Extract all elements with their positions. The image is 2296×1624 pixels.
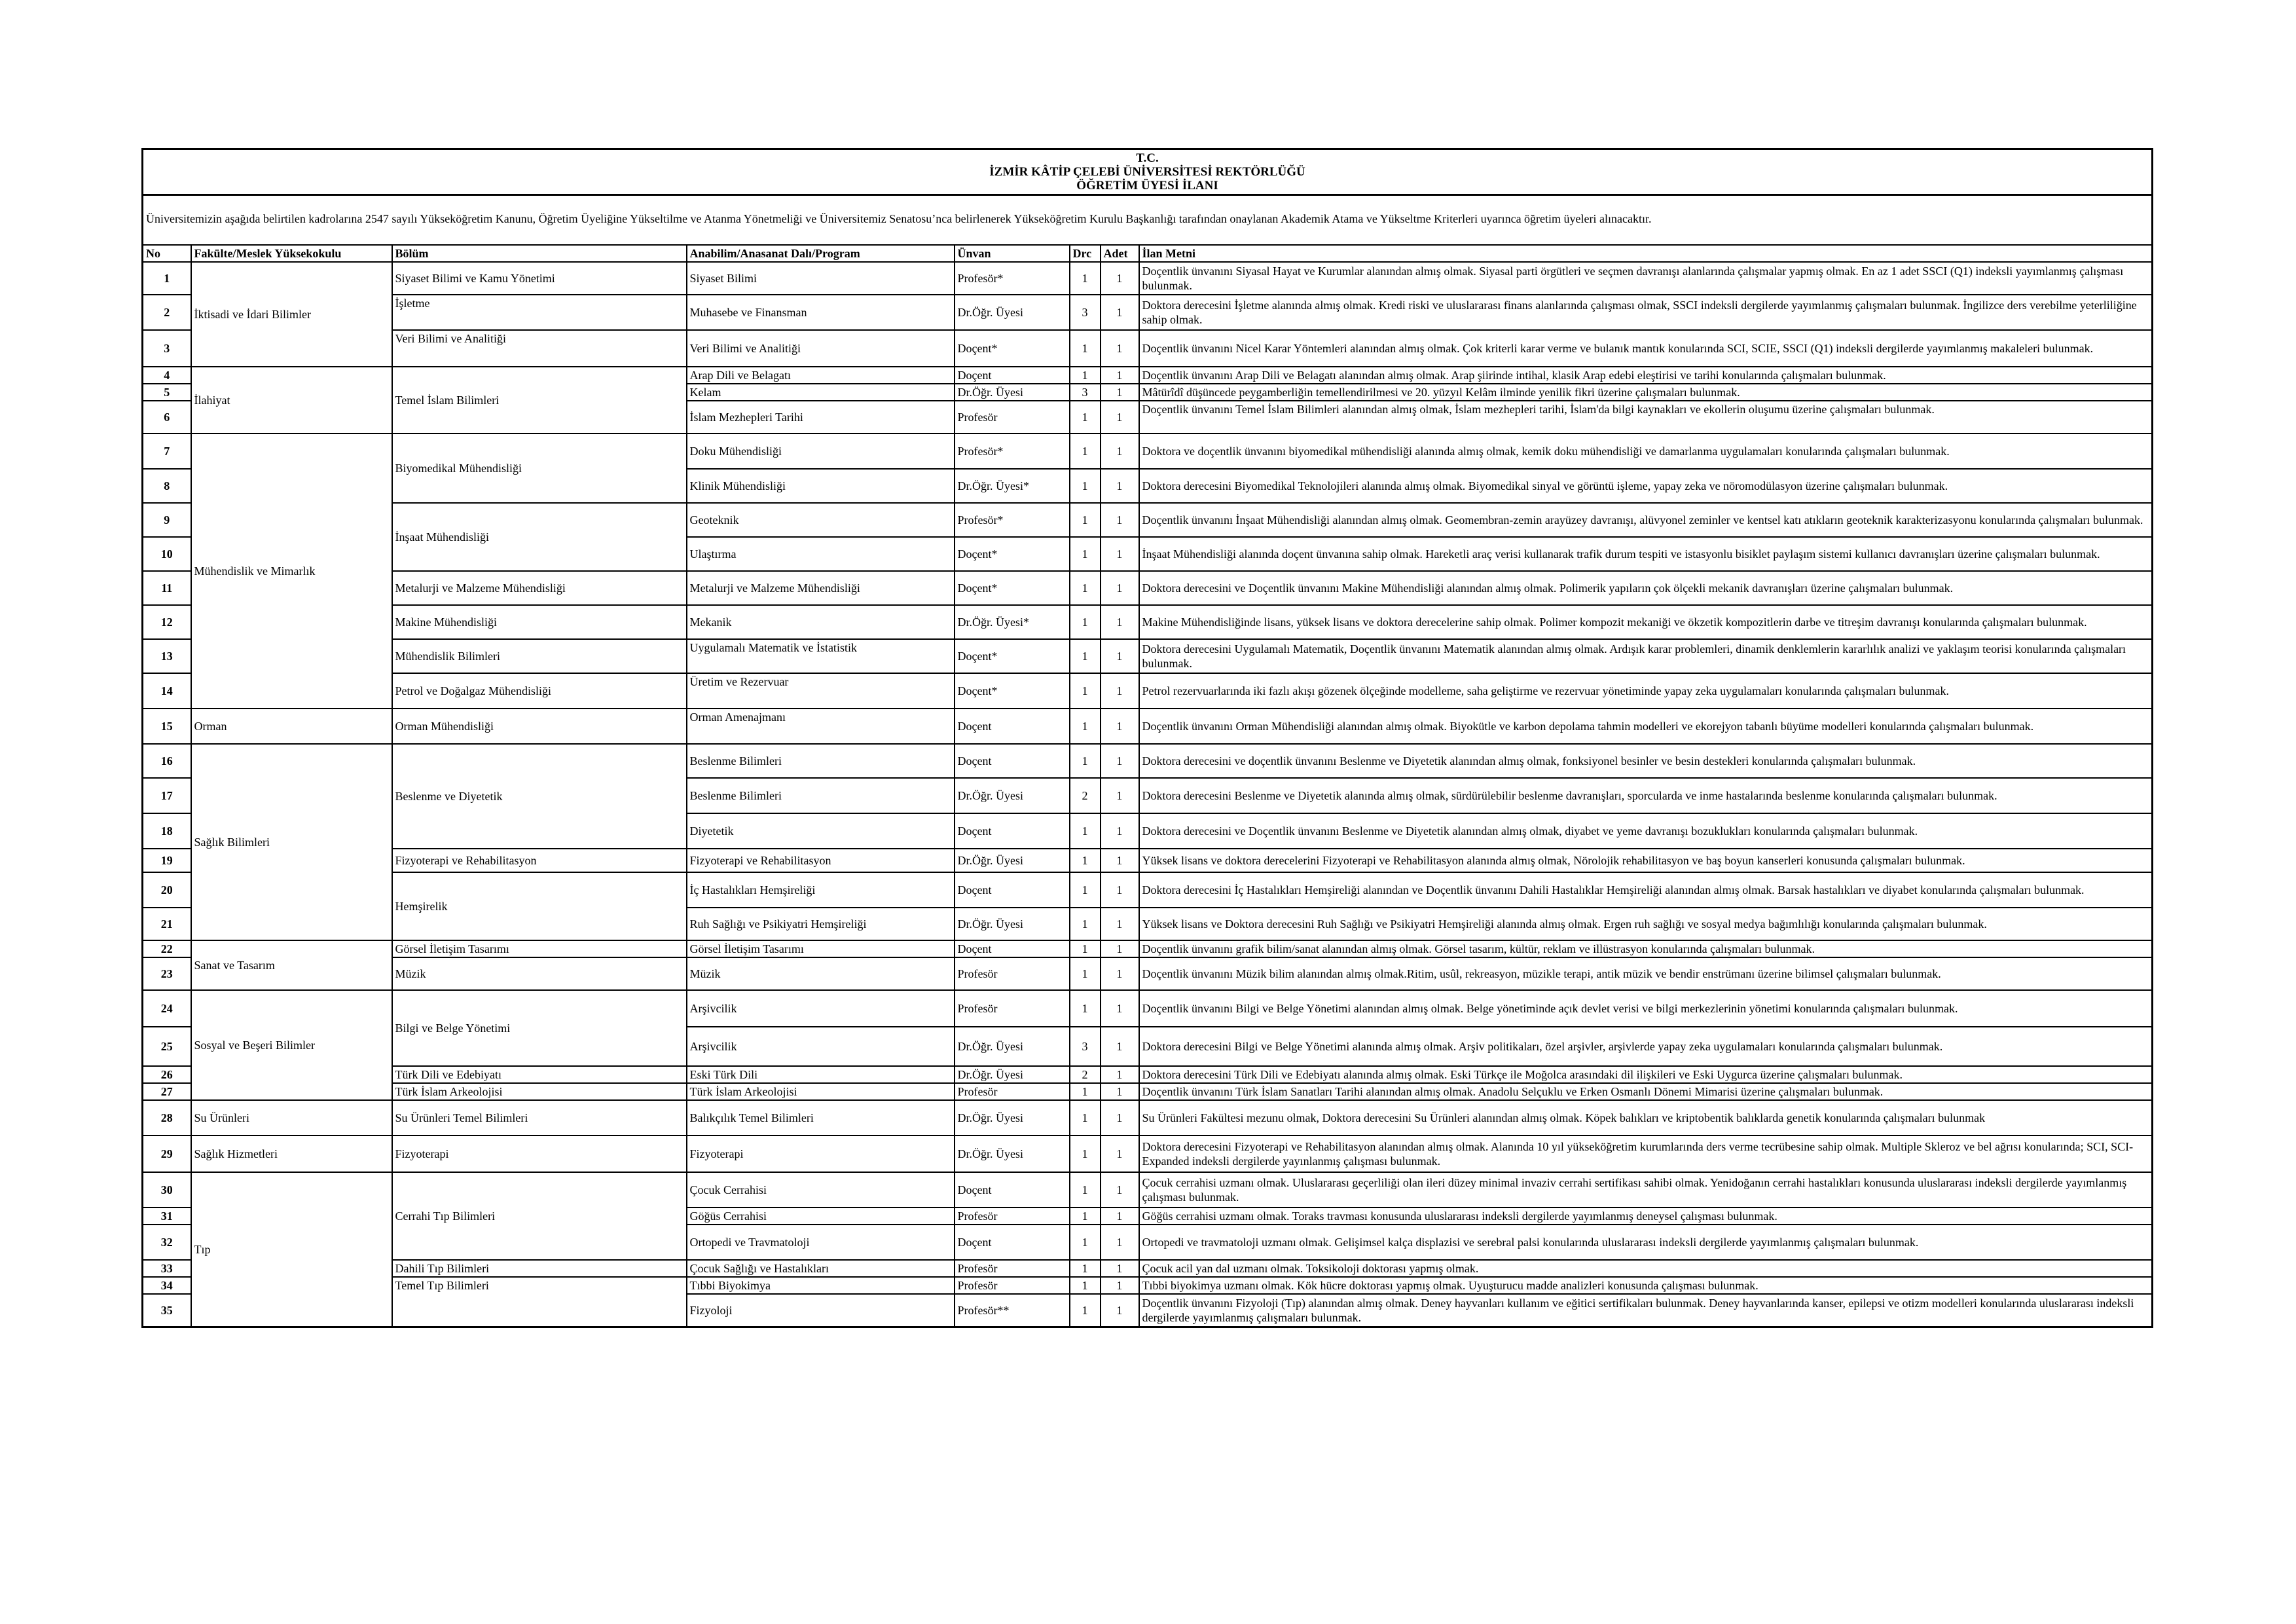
- adet-cell: 1: [1101, 849, 1139, 872]
- row-no: 34: [143, 1277, 191, 1294]
- table-row: [143, 1083, 2153, 1100]
- table-row: [143, 571, 2153, 605]
- row-no: 18: [143, 813, 191, 849]
- adet-cell: 1: [1101, 1294, 1139, 1327]
- drc-cell: 1: [1070, 849, 1101, 872]
- adet-cell: 1: [1101, 1225, 1139, 1260]
- ilan-metni-cell: Yüksek lisans ve Doktora derecesini Ruh Sağlığı ve Psikiyatri Hemşireliği alanında almış olmak. Ergen ruh sağlığı ve sosyal medya bağımlılığı konularında çalışmaları bulunmak.: [1139, 908, 2153, 940]
- adet-cell: 1: [1101, 1277, 1139, 1294]
- program-cell: Arap Dili ve Belagatı: [687, 367, 955, 384]
- adet-cell: 1: [1101, 262, 1139, 295]
- adet-cell: 1: [1101, 571, 1139, 605]
- drc-cell: 1: [1070, 262, 1101, 295]
- ilan-metni-cell: Ortopedi ve travmatoloji uzmanı olmak. Gelişimsel kalça displazisi ve serebral palsi konularında uluslararası indeksli dergilerde yayımlanmış çalışmaları bulunmak.: [1139, 1225, 2153, 1260]
- program-cell: Ruh Sağlığı ve Psikiyatri Hemşireliği: [687, 908, 955, 940]
- row-no: 30: [143, 1172, 191, 1208]
- unvan-cell: Doçent: [955, 709, 1070, 744]
- row-no: 13: [143, 639, 191, 673]
- program-cell: Metalurji ve Malzeme Mühendisliği: [687, 571, 955, 605]
- row-no: 1: [143, 262, 191, 295]
- program-cell: Müzik: [687, 957, 955, 990]
- announcement-sheet: [141, 148, 2151, 1328]
- department-cell: Bilgi ve Belge Yönetimi: [392, 990, 687, 1066]
- row-no: 21: [143, 908, 191, 940]
- program-cell: Ulaştırma: [687, 537, 955, 571]
- adet-cell: 1: [1101, 1066, 1139, 1083]
- ilan-metni-cell: Doçentlik ünvanını grafik bilim/sanat alanından almış olmak. Görsel tasarım, kültür, reklam ve illüstrasyon konularında çalışmaları bulunmak.: [1139, 940, 2153, 957]
- adet-cell: 1: [1101, 1100, 1139, 1135]
- table-row: [143, 434, 2153, 469]
- program-cell: Orman Amenajmanı: [687, 709, 955, 744]
- adet-cell: 1: [1101, 813, 1139, 849]
- department-cell: Veri Bilimi ve Analitiği: [392, 330, 687, 367]
- program-cell: Fizyoterapi: [687, 1135, 955, 1172]
- program-cell: Doku Mühendisliği: [687, 434, 955, 469]
- department-cell: Beslenme ve Diyetetik: [392, 744, 687, 849]
- ilan-metni-cell: Doçentlik ünvanını Siyasal Hayat ve Kurumlar alanından almış olmak. Siyasal parti örgütleri ve seçmen davranışı alanlarında çalışmalar yapmış olmak. En az 1 adet SSCI (Q1) indeksli yayımlanmış çalışması bulunmak.: [1139, 262, 2153, 295]
- header-title: ÖĞRETİM ÜYESİ İLANI: [1076, 179, 1218, 193]
- drc-cell: 2: [1070, 778, 1101, 813]
- unvan-cell: Doçent*: [955, 639, 1070, 673]
- ilan-metni-cell: Doçentlik ünvanını Müzik bilim alanından almış olmak.Ritim, usûl, rekreasyon, müzikle terapi, antik müzik ve bendir enstrümanı üzerine bilimsel çalışmaları bulunmak.: [1139, 957, 2153, 990]
- unvan-cell: Doçent*: [955, 571, 1070, 605]
- table-row: [143, 957, 2153, 990]
- program-cell: Çocuk Cerrahisi: [687, 1172, 955, 1208]
- drc-cell: 1: [1070, 1083, 1101, 1100]
- row-no: 35: [143, 1294, 191, 1327]
- adet-cell: 1: [1101, 940, 1139, 957]
- ilan-metni-cell: Doktora derecesini ve Doçentlik ünvanını Makine Mühendisliği alanından almış olmak. Polimerik yapıların çok ölçekli mekanik davranışları üzerine çalışmaları bulunmak.: [1139, 571, 2153, 605]
- unvan-cell: Profesör: [955, 401, 1070, 434]
- row-no: 11: [143, 571, 191, 605]
- column-header-row: [143, 245, 2153, 262]
- adet-cell: 1: [1101, 295, 1139, 330]
- program-cell: Beslenme Bilimleri: [687, 778, 955, 813]
- program-cell: Fizyoterapi ve Rehabilitasyon: [687, 849, 955, 872]
- drc-cell: 1: [1070, 1225, 1101, 1260]
- row-no: 20: [143, 872, 191, 908]
- unvan-cell: Dr.Öğr. Üyesi: [955, 1066, 1070, 1083]
- ilan-metni-cell: Doktora derecesini Uygulamalı Matematik, Doçentlik ünvanını Matematik alanından almış olmak. Ardışık karar problemleri, dinamik denklemlerin kararlılık analizi ve yaklaşım teorisi konularında çalışmaları bulunmak.: [1139, 639, 2153, 673]
- unvan-cell: Doçent: [955, 367, 1070, 384]
- ilan-metni-cell: Tıbbi biyokimya uzmanı olmak. Kök hücre doktorası yapmış olmak. Uyuşturucu madde analizleri konusunda çalışması bulunmak.: [1139, 1277, 2153, 1294]
- faculty-cell: Sanat ve Tasarım: [191, 940, 392, 990]
- table-row: [143, 1172, 2153, 1208]
- ilan-metni-cell: Doçentlik ünvanını İnşaat Mühendisliği alanından almış olmak. Geomembran-zemin arayüzey davranışı, alüvyonel zeminler ve kentsel katı atıkların geoteknik karakterizasyonu konularında çalışmaları bulunmak.: [1139, 503, 2153, 537]
- unvan-cell: Dr.Öğr. Üyesi*: [955, 605, 1070, 639]
- row-no: 26: [143, 1066, 191, 1083]
- col-no: No: [143, 245, 191, 262]
- row-no: 23: [143, 957, 191, 990]
- unvan-cell: Profesör: [955, 1260, 1070, 1277]
- department-cell: Su Ürünleri Temel Bilimleri: [392, 1100, 687, 1135]
- drc-cell: 1: [1070, 367, 1101, 384]
- department-cell: Metalurji ve Malzeme Mühendisliği: [392, 571, 687, 605]
- row-no: 7: [143, 434, 191, 469]
- program-cell: Görsel İletişim Tasarımı: [687, 940, 955, 957]
- unvan-cell: Dr.Öğr. Üyesi: [955, 1100, 1070, 1135]
- drc-cell: 1: [1070, 1135, 1101, 1172]
- table-row: [143, 940, 2153, 957]
- row-no: 22: [143, 940, 191, 957]
- col-drc: Drc: [1070, 245, 1101, 262]
- ilan-metni-cell: Doçentlik ünvanını Temel İslam Bilimleri alanından almış olmak, İslam mezhepleri tarihi, İslam'da bilgi kaynakları ve ekollerin oluşumu üzerine çalışmaları bulunmak.: [1139, 401, 2153, 434]
- department-cell: Biyomedikal Mühendisliği: [392, 434, 687, 503]
- drc-cell: 1: [1070, 673, 1101, 709]
- row-no: 4: [143, 367, 191, 384]
- adet-cell: 1: [1101, 434, 1139, 469]
- adet-cell: 1: [1101, 1208, 1139, 1225]
- program-cell: Geoteknik: [687, 503, 955, 537]
- ilan-metni-cell: Makine Mühendisliğinde lisans, yüksek lisans ve doktora derecelerine sahip olmak. Polimer kompozit mekaniği ve ökzetik kompozitlerin darbe ve titreşim davranışı konularında çalışmaları bulunmak.: [1139, 605, 2153, 639]
- program-cell: Ortopedi ve Travmatoloji: [687, 1225, 955, 1260]
- unvan-cell: Doçent*: [955, 673, 1070, 709]
- unvan-cell: Doçent: [955, 1172, 1070, 1208]
- ilan-metni-cell: Su Ürünleri Fakültesi mezunu olmak, Doktora derecesini Su Ürünleri alanından almış olmak. Köpek balıkları ve kriptobentik balıklarda genetik konularında çalışmaları bulunmak: [1139, 1100, 2153, 1135]
- row-no: 6: [143, 401, 191, 434]
- row-no: 33: [143, 1260, 191, 1277]
- announcement-table: [141, 148, 2153, 1328]
- table-row: [143, 1135, 2153, 1172]
- adet-cell: 1: [1101, 957, 1139, 990]
- table-row: [143, 1066, 2153, 1083]
- drc-cell: 1: [1070, 503, 1101, 537]
- program-cell: Kelam: [687, 384, 955, 401]
- department-cell: Türk Dili ve Edebiyatı: [392, 1066, 687, 1083]
- table-row: [143, 262, 2153, 295]
- faculty-cell: Sağlık Bilimleri: [191, 744, 392, 940]
- row-no: 3: [143, 330, 191, 367]
- row-no: 5: [143, 384, 191, 401]
- row-no: 19: [143, 849, 191, 872]
- department-cell: İnşaat Mühendisliği: [392, 503, 687, 571]
- unvan-cell: Dr.Öğr. Üyesi*: [955, 469, 1070, 503]
- adet-cell: 1: [1101, 990, 1139, 1027]
- adet-cell: 1: [1101, 639, 1139, 673]
- ilan-metni-cell: Doktora derecesini Biyomedikal Teknolojileri alanında almış olmak. Biyomedikal sinyal ve görüntü işleme, yapay zeka ve nöromodülasyon üzerine çalışmaları bulunmak.: [1139, 469, 2153, 503]
- faculty-cell: Sağlık Hizmetleri: [191, 1135, 392, 1172]
- table-row: [143, 639, 2153, 673]
- drc-cell: 1: [1070, 537, 1101, 571]
- adet-cell: 1: [1101, 469, 1139, 503]
- unvan-cell: Doçent: [955, 744, 1070, 778]
- intro-row: [143, 195, 2153, 246]
- ilan-metni-cell: Doçentlik ünvanını Bilgi ve Belge Yönetimi alanından almış olmak. Belge yönetiminde açık devlet verisi ve bilgi merkezlerinin yönetimi konularında çalışmaları bulunmak.: [1139, 990, 2153, 1027]
- ilan-metni-cell: Doktora derecesini Beslenme ve Diyetetik alanında almış olmak, sürdürülebilir beslenme davranışları, sporcularda ve inme hastalarında beslenme konularında çalışmaları bulunmak.: [1139, 778, 2153, 813]
- unvan-cell: Dr.Öğr. Üyesi: [955, 1027, 1070, 1066]
- drc-cell: 1: [1070, 434, 1101, 469]
- department-cell: Temel Tıp Bilimleri: [392, 1277, 687, 1327]
- drc-cell: 3: [1070, 384, 1101, 401]
- department-cell: Mühendislik Bilimleri: [392, 639, 687, 673]
- row-no: 27: [143, 1083, 191, 1100]
- unvan-cell: Doçent: [955, 940, 1070, 957]
- drc-cell: 1: [1070, 1172, 1101, 1208]
- department-cell: Makine Mühendisliği: [392, 605, 687, 639]
- unvan-cell: Doçent: [955, 872, 1070, 908]
- unvan-cell: Profesör: [955, 1208, 1070, 1225]
- adet-cell: 1: [1101, 872, 1139, 908]
- table-row: [143, 1100, 2153, 1135]
- faculty-cell: Orman: [191, 709, 392, 744]
- unvan-cell: Dr.Öğr. Üyesi: [955, 778, 1070, 813]
- program-cell: Veri Bilimi ve Analitiği: [687, 330, 955, 367]
- row-no: 2: [143, 295, 191, 330]
- drc-cell: 1: [1070, 1294, 1101, 1327]
- row-no: 17: [143, 778, 191, 813]
- program-cell: Siyaset Bilimi: [687, 262, 955, 295]
- ilan-metni-cell: Doçentlik ünvanını Fizyoloji (Tıp) alanından almış olmak. Deney hayvanları kullanım ve eğitici sertifikaları bulunmak. Deney hayvanlarında kanser, epilepsi ve otizm modelleri konularında uluslararası indeksli dergilerde yayımlanmış çalışmaları bulunmak.: [1139, 1294, 2153, 1327]
- department-cell: Türk İslam Arkeolojisi: [392, 1083, 687, 1100]
- drc-cell: 1: [1070, 940, 1101, 957]
- program-cell: Arşivcilik: [687, 990, 955, 1027]
- department-cell: Müzik: [392, 957, 687, 990]
- header-line-tc: T.C.: [1136, 151, 1159, 165]
- department-cell: İşletme: [392, 295, 687, 330]
- ilan-metni-cell: Doçentlik ünvanını Nicel Karar Yöntemleri alanından almış olmak. Çok kriterli karar verme ve bulanık mantık konularında SCI, SCIE, SSCI (Q1) indeksli dergilerde yayımlanmış makaleleri bulunmak.: [1139, 330, 2153, 367]
- drc-cell: 1: [1070, 990, 1101, 1027]
- unvan-cell: Doçent*: [955, 537, 1070, 571]
- adet-cell: 1: [1101, 384, 1139, 401]
- drc-cell: 1: [1070, 1277, 1101, 1294]
- col-program: Anabilim/Anasanat Dalı/Program: [687, 245, 955, 262]
- drc-cell: 1: [1070, 469, 1101, 503]
- ilan-metni-cell: Doktora derecesini İç Hastalıkları Hemşireliği alanından ve Doçentlik ünvanını Dahili Hastalıklar Hemşireliği alanından almış olmak. Barsak hastalıkları ve diyabet konularında çalışmaları bulunmak.: [1139, 872, 2153, 908]
- table-row: [143, 709, 2153, 744]
- unvan-cell: Profesör*: [955, 503, 1070, 537]
- table-row: [143, 744, 2153, 778]
- ilan-metni-cell: Doktora derecesini ve Doçentlik ünvanını Beslenme ve Diyetetik alanından almış olmak, diyabet ve yeme davranışı bozuklukları konularında çalışmaları bulunmak.: [1139, 813, 2153, 849]
- drc-cell: 1: [1070, 605, 1101, 639]
- row-no: 29: [143, 1135, 191, 1172]
- row-no: 25: [143, 1027, 191, 1066]
- table-row: [143, 295, 2153, 330]
- drc-cell: 1: [1070, 744, 1101, 778]
- row-no: 24: [143, 990, 191, 1027]
- program-cell: Uygulamalı Matematik ve İstatistik: [687, 639, 955, 673]
- ilan-metni-cell: İnşaat Mühendisliği alanında doçent ünvanına sahip olmak. Hareketli araç verisi kullanarak trafik durum tespiti ve istasyonlu bisiklet paylaşım sistemi kullanıcı davranışları üzerine çalışmaları bulunmak.: [1139, 537, 2153, 571]
- unvan-cell: Profesör: [955, 1277, 1070, 1294]
- department-cell: Petrol ve Doğalgaz Mühendisliği: [392, 673, 687, 709]
- program-cell: Türk İslam Arkeolojisi: [687, 1083, 955, 1100]
- drc-cell: 1: [1070, 908, 1101, 940]
- ilan-metni-cell: Doktora derecesini Fizyoterapi ve Rehabilitasyon alanından almış olmak. Alanında 10 yıl yükseköğretim kurumlarında ders verme tecrübesine sahip olmak. Multiple Skleroz ve bel ağrısı konularında; SCI, SCI-Expanded indeksli dergilerde yayınlanmış çalışması bulunmak.: [1139, 1135, 2153, 1172]
- program-cell: Göğüs Cerrahisi: [687, 1208, 955, 1225]
- department-cell: Fizyoterapi ve Rehabilitasyon: [392, 849, 687, 872]
- faculty-cell: Tıp: [191, 1172, 392, 1327]
- drc-cell: 1: [1070, 872, 1101, 908]
- row-no: 9: [143, 503, 191, 537]
- table-row: [143, 330, 2153, 367]
- ilan-metni-cell: Doçentlik ünvanını Türk İslam Sanatları Tarihi alanından almış olmak. Anadolu Selçuklu ve Erken Osmanlı Dönemi Mimarisi üzerine çalışmaları bulunmak.: [1139, 1083, 2153, 1100]
- drc-cell: 1: [1070, 401, 1101, 434]
- drc-cell: 1: [1070, 957, 1101, 990]
- unvan-cell: Profesör: [955, 957, 1070, 990]
- row-no: 10: [143, 537, 191, 571]
- unvan-cell: Profesör**: [955, 1294, 1070, 1327]
- program-cell: İslam Mezhepleri Tarihi: [687, 401, 955, 434]
- program-cell: Mekanik: [687, 605, 955, 639]
- unvan-cell: Dr.Öğr. Üyesi: [955, 295, 1070, 330]
- adet-cell: 1: [1101, 605, 1139, 639]
- adet-cell: 1: [1101, 908, 1139, 940]
- drc-cell: 1: [1070, 639, 1101, 673]
- adet-cell: 1: [1101, 401, 1139, 434]
- adet-cell: 1: [1101, 778, 1139, 813]
- drc-cell: 1: [1070, 1100, 1101, 1135]
- department-cell: Dahili Tıp Bilimleri: [392, 1260, 687, 1277]
- ilan-metni-cell: Mâtürîdî düşüncede peygamberliğin temellendirilmesi ve 20. yüzyıl Kelâm ilminde yenilik fikri üzerine çalışmaları bulunmak.: [1139, 384, 2153, 401]
- ilan-metni-cell: Doktora ve doçentlik ünvanını biyomedikal mühendisliği alanında almış olmak, kemik doku mühendisliği ve damarlanma uygulamaları konularında çalışmaları bulunmak.: [1139, 434, 2153, 469]
- adet-cell: 1: [1101, 744, 1139, 778]
- program-cell: Eski Türk Dili: [687, 1066, 955, 1083]
- department-cell: Görsel İletişim Tasarımı: [392, 940, 687, 957]
- unvan-cell: Doçent*: [955, 330, 1070, 367]
- ilan-metni-cell: Petrol rezervuarlarında iki fazlı akışı gözenek ölçeğinde modelleme, saha geliştirme ve rezervuar yönetiminde yapay zeka uygulamaları konularında çalışmaları bulunmak.: [1139, 673, 2153, 709]
- row-no: 28: [143, 1100, 191, 1135]
- col-fakulte: Fakülte/Meslek Yüksekokulu: [191, 245, 392, 262]
- drc-cell: 1: [1070, 709, 1101, 744]
- faculty-cell: İlahiyat: [191, 367, 392, 434]
- drc-cell: 1: [1070, 1208, 1101, 1225]
- col-adet: Adet: [1101, 245, 1139, 262]
- adet-cell: 1: [1101, 1260, 1139, 1277]
- department-cell: Temel İslam Bilimleri: [392, 367, 687, 434]
- row-no: 32: [143, 1225, 191, 1260]
- ilan-metni-cell: Doktora derecesini Türk Dili ve Edebiyatı alanında almış olmak. Eski Türkçe ile Moğolca arasındaki dil ilişkileri ve Eski Uygurca üzerine çalışmaları bulunmak.: [1139, 1066, 2153, 1083]
- unvan-cell: Dr.Öğr. Üyesi: [955, 384, 1070, 401]
- table-row: [143, 673, 2153, 709]
- adet-cell: 1: [1101, 367, 1139, 384]
- table-row: [143, 990, 2153, 1027]
- drc-cell: 3: [1070, 295, 1101, 330]
- col-metin: İlan Metni: [1139, 245, 2153, 262]
- adet-cell: 1: [1101, 1135, 1139, 1172]
- unvan-cell: Profesör*: [955, 434, 1070, 469]
- program-cell: Çocuk Sağlığı ve Hastalıkları: [687, 1260, 955, 1277]
- ilan-metni-cell: Doçentlik ünvanını Arap Dili ve Belagatı alanından almış olmak. Arap şiirinde intihal, klasik Arap edebi eleştirisi ve tarihi konularında çalışmaları bulunmak.: [1139, 367, 2153, 384]
- drc-cell: 1: [1070, 571, 1101, 605]
- faculty-cell: Mühendislik ve Mimarlık: [191, 434, 392, 709]
- col-bolum: Bölüm: [392, 245, 687, 262]
- program-cell: Arşivcilik: [687, 1027, 955, 1066]
- row-no: 16: [143, 744, 191, 778]
- ilan-metni-cell: Doçentlik ünvanını Orman Mühendisliği alanından almış olmak. Biyokütle ve karbon depolama tahmin modelleri ve ekorejyon tabanlı büyüme modelleri konularında çalışmaları bulunmak.: [1139, 709, 2153, 744]
- program-cell: Üretim ve Rezervuar: [687, 673, 955, 709]
- program-cell: Tıbbi Biyokimya: [687, 1277, 955, 1294]
- drc-cell: 2: [1070, 1066, 1101, 1083]
- ilan-metni-cell: Göğüs cerrahisi uzmanı olmak. Toraks travması konusunda uluslararası indeksli dergilerde yayımlanmış deneysel çalışması bulunmak.: [1139, 1208, 2153, 1225]
- unvan-cell: Doçent: [955, 813, 1070, 849]
- drc-cell: 1: [1070, 330, 1101, 367]
- ilan-metni-cell: Yüksek lisans ve doktora derecelerini Fizyoterapi ve Rehabilitasyon alanında almış olmak, Nörolojik rehabilitasyon ve baş boyun kanserleri konusunda çalışmaları bulunmak.: [1139, 849, 2153, 872]
- department-cell: Hemşirelik: [392, 872, 687, 940]
- department-cell: Fizyoterapi: [392, 1135, 687, 1172]
- intro-text: Üniversitemizin aşağıda belirtilen kadrolarına 2547 sayılı Yükseköğretim Kanunu, Öğretim Üyeliğine Yükseltilme ve Atanma Yönetmeliği ve Üniversitemiz Senatosu’nca belirlenerek Yükseköğretim Kurulu Başkanlığı tarafından onaylanan Akademik Atama ve Yükseltme Kriterleri uyarınca öğretim üyeleri alınacaktır.: [143, 195, 2153, 246]
- row-no: 12: [143, 605, 191, 639]
- row-no: 14: [143, 673, 191, 709]
- drc-cell: 1: [1070, 813, 1101, 849]
- department-cell: Siyaset Bilimi ve Kamu Yönetimi: [392, 262, 687, 295]
- table-row: [143, 872, 2153, 908]
- table-row: [143, 605, 2153, 639]
- faculty-cell: Su Ürünleri: [191, 1100, 392, 1135]
- adet-cell: 1: [1101, 330, 1139, 367]
- unvan-cell: Dr.Öğr. Üyesi: [955, 1135, 1070, 1172]
- table-row: [143, 503, 2153, 537]
- program-cell: Beslenme Bilimleri: [687, 744, 955, 778]
- adet-cell: 1: [1101, 1083, 1139, 1100]
- col-unvan: Ünvan: [955, 245, 1070, 262]
- table-row: [143, 1260, 2153, 1277]
- header-university: İZMİR KÂTİP ÇELEBİ ÜNİVERSİTESİ REKTÖRLÜĞÜ: [989, 165, 1305, 179]
- adet-cell: 1: [1101, 709, 1139, 744]
- header-block: [143, 149, 2153, 195]
- program-cell: Muhasebe ve Finansman: [687, 295, 955, 330]
- ilan-metni-cell: Doktora derecesini İşletme alanında almış olmak. Kredi riski ve uluslararası finans alanlarında çalışması olmak, SSCI indeksli dergilerde yayımlanmış çalışmaları bulunmak. İngilizce ders verebilme yeterliliğine sahip olmak.: [1139, 295, 2153, 330]
- adet-cell: 1: [1101, 1172, 1139, 1208]
- adet-cell: 1: [1101, 1027, 1139, 1066]
- table-row: [143, 849, 2153, 872]
- ilan-metni-cell: Çocuk acil yan dal uzmanı olmak. Toksikoloji doktorası yapmış olmak.: [1139, 1260, 2153, 1277]
- unvan-cell: Profesör: [955, 990, 1070, 1027]
- unvan-cell: Dr.Öğr. Üyesi: [955, 849, 1070, 872]
- table-row: [143, 1277, 2153, 1294]
- row-no: 8: [143, 469, 191, 503]
- department-cell: Orman Mühendisliği: [392, 709, 687, 744]
- table-row: [143, 367, 2153, 384]
- program-cell: Fizyoloji: [687, 1294, 955, 1327]
- adet-cell: 1: [1101, 673, 1139, 709]
- drc-cell: 3: [1070, 1027, 1101, 1066]
- faculty-cell: İktisadi ve İdari Bilimler: [191, 262, 392, 367]
- ilan-metni-cell: Doktora derecesini ve doçentlik ünvanını Beslenme ve Diyetetik alanından almış olmak, fonksiyonel besinler ve besin destekleri konularında çalışmaları bulunmak.: [1139, 744, 2153, 778]
- row-no: 31: [143, 1208, 191, 1225]
- program-cell: Klinik Mühendisliği: [687, 469, 955, 503]
- program-cell: Diyetetik: [687, 813, 955, 849]
- unvan-cell: Doçent: [955, 1225, 1070, 1260]
- ilan-metni-cell: Çocuk cerrahisi uzmanı olmak. Uluslararası geçerliliği olan ileri düzey minimal invaziv cerrahi sertifikası sahibi olmak. Yenidoğanın cerrahi hastalıkları konusunda uluslararası indeksli dergilerde yayımlanmış çalışması bulunmak.: [1139, 1172, 2153, 1208]
- adet-cell: 1: [1101, 537, 1139, 571]
- row-no: 15: [143, 709, 191, 744]
- unvan-cell: Profesör: [955, 1083, 1070, 1100]
- program-cell: İç Hastalıkları Hemşireliği: [687, 872, 955, 908]
- adet-cell: 1: [1101, 503, 1139, 537]
- faculty-cell: Sosyal ve Beşeri Bilimler: [191, 990, 392, 1100]
- program-cell: Balıkçılık Temel Bilimleri: [687, 1100, 955, 1135]
- drc-cell: 1: [1070, 1260, 1101, 1277]
- department-cell: Cerrahi Tıp Bilimleri: [392, 1172, 687, 1260]
- ilan-metni-cell: Doktora derecesini Bilgi ve Belge Yönetimi alanında almış olmak. Arşiv politikaları, özel arşivler, arşivlerde yapay zeka uygulamaları konularında çalışmaları bulunmak.: [1139, 1027, 2153, 1066]
- unvan-cell: Profesör*: [955, 262, 1070, 295]
- unvan-cell: Dr.Öğr. Üyesi: [955, 908, 1070, 940]
